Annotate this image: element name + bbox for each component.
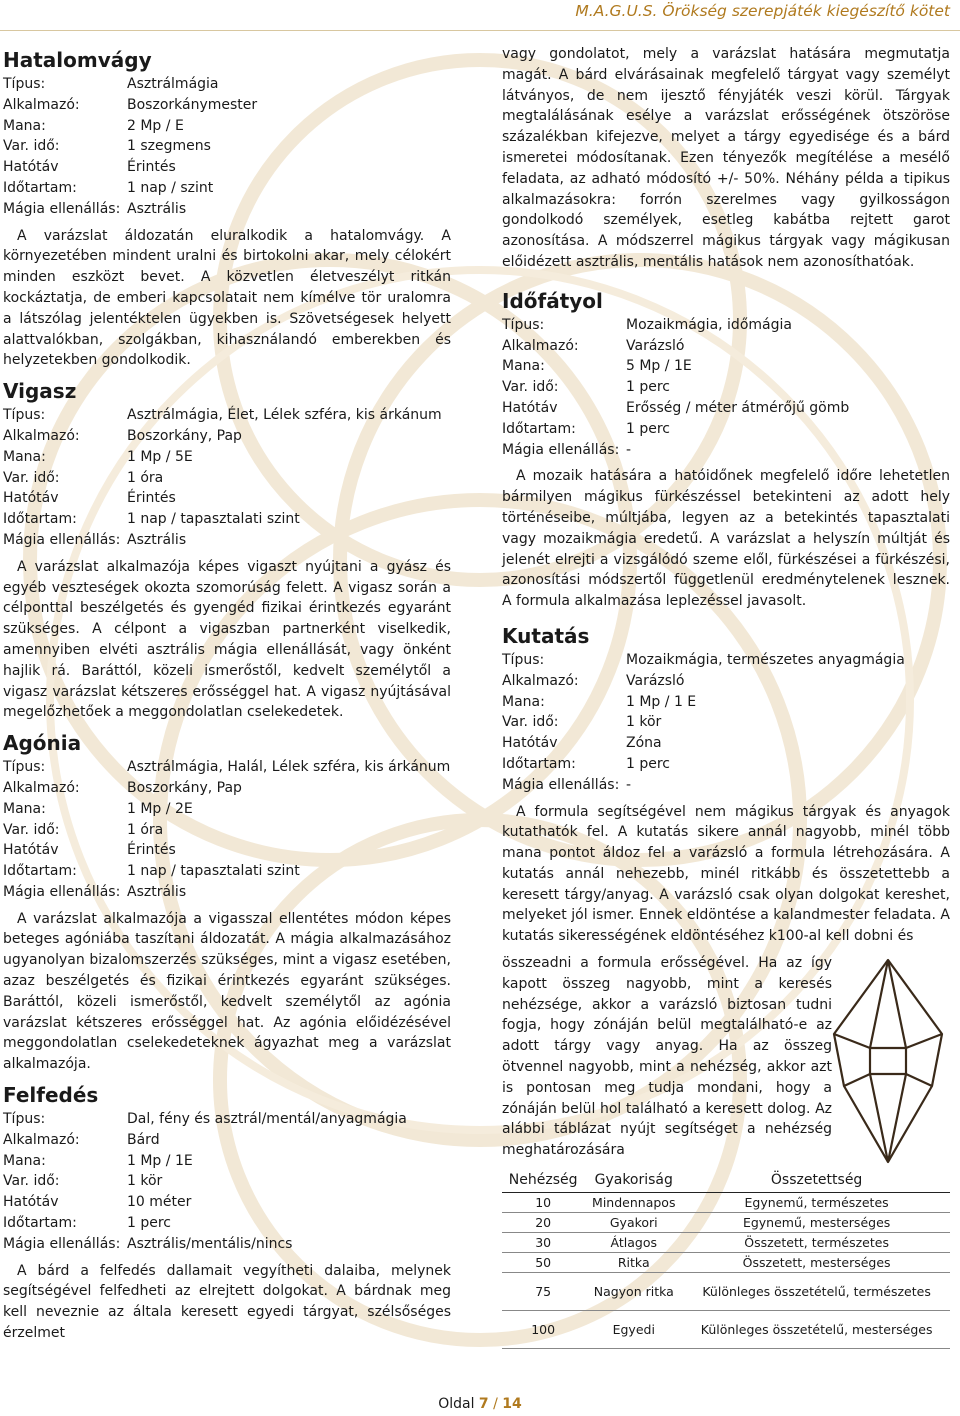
prop-magia: Mágia ellenállás: Asztrális: [3, 200, 187, 217]
spell-description: A mozaik hatására a hatóidőnek megfelelő időre lehetetlen bármilyen mágikus fürkészéssel betekinteni az adott hely történéseibe, múltjába, legyen az a betekintés tapasztalati vagy mozaikmágia eredetű. A varázslat a helyszín múltját és jelenét elrejti a vizsgálódó szeme elől, fürkészései a fürkészési, azonosítási módszertől függetlenül eredménytelenek lesznek. A formula alkalmazása leplezéssel javasolt.: [502, 468, 950, 610]
prop-varido: Var. idő: 1 óra: [3, 821, 164, 838]
prop-idotartam: Időtartam: 1 perc: [3, 1215, 172, 1232]
prop-idotartam: Időtartam: 1 perc: [502, 755, 671, 772]
prop-magia: Mágia ellenállás: Asztrális/mentális/nincs: [3, 1235, 293, 1252]
prop-varido: Var. idő: 1 óra: [3, 469, 164, 486]
prop-varido: Var. idő: 1 perc: [502, 379, 671, 396]
difficulty-table: [502, 1169, 950, 1349]
prop-mana: Mana: 1 Mp / 5E: [3, 448, 193, 465]
prop-mana: Mana: 1 Mp / 2E: [3, 800, 193, 817]
prop-idotartam: Időtartam: 1 nap / tapasztalati szint: [3, 511, 300, 528]
spell-description: A varázslat alkalmazója a vigasszal ellentétes módon képes beteges agóniába taszítani áldozatát. A mágia alkalmazásához ugyanolyan bizalomszerzés szükséges, mint a vigasz esetében, azaz beszélgetés és fizikai érintkezés egyaránt szükséges. Baráttól, közeli ismerőstől, kedvelt személytől az agónia varázslat kétszeres erősséggel hat. Az agónia előidézésével meggondolatlan cselekedeteknek ágyazhat meg a varázslat alkalmazója.: [3, 910, 451, 1073]
prop-magia: Mágia ellenállás: -: [502, 441, 632, 458]
prop-idotartam: Időtartam: 1 perc: [502, 420, 671, 437]
spell-vigasz: [3, 377, 451, 723]
prop-tipus: Típus: Asztrálmágia, Halál, Lélek szféra, kis árkánum: [3, 759, 451, 776]
prop-mana: Mana: 5 Mp / 1E: [502, 358, 692, 375]
prop-hatotav: Hatótáv Érintés: [3, 159, 176, 176]
prop-alkalmazo: Alkalmazó: Boszorkány, Pap: [3, 779, 242, 796]
prop-mana: Mana: 2 Mp / E: [3, 117, 184, 134]
prop-alkalmazo: Alkalmazó: Varázsló: [502, 337, 685, 354]
spell-kutatas: [502, 622, 950, 1349]
page-total: 14: [502, 1396, 522, 1412]
prop-hatotav: Hatótáv 10 méter: [3, 1194, 192, 1211]
spell-description: A varázslat alkalmazója képes vigaszt nyújtani a gyász és egyéb veszteségek okozta szomorúság felett. A vigasz során a célponttal beszélgetés és gyengéd fizikai érintkezés egyaránt szükséges. A célpont a vigaszban partnerként viselkedik, amennyiben elvéti asztrális mágia ellenállását, vagy önként hajlik rá. Baráttól, közeli ismerőstől, kedvelt személytől a vigasz varázslat kétszeres erősséggel hat. A vigasz nyújtásával megelőzhetőek a meggondolatlan cselekedetek.: [3, 558, 451, 721]
prop-hatotav: Hatótáv Érintés: [3, 842, 176, 859]
table-row: 30 Átlagos Összetett, természetes: [502, 1232, 950, 1252]
spell-title: Hatalomvágy: [3, 48, 152, 72]
left-column: [3, 44, 451, 1350]
spell-felfedes: [3, 1081, 451, 1344]
prop-varido: Var. idő: 1 kör: [3, 1173, 163, 1190]
header-osszetettseg: Összetettség: [683, 1169, 950, 1192]
table-row: 100 Egyedi Különleges összetételű, mesterséges: [502, 1310, 950, 1348]
spell-title: Felfedés: [3, 1083, 99, 1108]
spell-title: Kutatás: [502, 623, 590, 648]
header-nehezseg: Nehézség: [502, 1169, 584, 1192]
prop-idotartam: Időtartam: 1 nap / tapasztalati szint: [3, 863, 300, 880]
prop-tipus: Típus: Mozaikmágia, természetes anyagmágia: [502, 651, 905, 668]
prop-magia: Mágia ellenállás: Asztrális: [3, 531, 187, 548]
spell-description-wrapped: összeadni a formula erősségével. Ha az így kapott összeg nagyobb, mint a keresés nehézsége, akkor a varázsló biztosan tudni fogja, hogy zónáján belül megtalálható-e az adott tárgy vagy anyag. Ha az összeg ötvennel nagyobb, mint a nehézség, akkor azt is pontosan meg tudja mondani, hogy a zónáján belül hol található a keresett dolog. Az alábbi táblázat nyújt segítséget a nehézség meghatározására: [502, 955, 832, 1159]
prop-alkalmazo: Alkalmazó: Boszorkánymester: [3, 96, 258, 113]
prop-alkalmazo: Alkalmazó: Varázsló: [502, 672, 685, 689]
page-number: 7: [478, 1396, 489, 1412]
running-header: M.A.G.U.S. Örökség szerepjáték kiegészítő kötet: [575, 2, 950, 20]
prop-hatotav: Hatótáv Érintés: [3, 490, 176, 507]
spell-title: Időfátyol: [502, 288, 603, 313]
spell-idofatyol: [502, 287, 950, 612]
spell-description: A formula segítségével nem mágikus tárgyak és anyagok kutathatók fel. A kutatás sikere annál nagyobb, minél több mana pontot áldoz fel a varázsló a formula létrehozására. A kutatás annál nehezebb, minél ritkább és összetettebb a keresett tárgy/anyag. A varázsló csak olyan dolgokat kereshet, melyeket jól ismer. Ennek eldöntése a kalandmester feladata. A kutatás sikerességének eldöntéséhez k100-al kell dobni és: [502, 803, 950, 945]
right-column: [502, 44, 950, 1349]
footer-label: Oldal: [438, 1396, 475, 1412]
prop-mana: Mana: 1 Mp / 1E: [3, 1152, 193, 1169]
prop-tipus: Típus: Asztrálmágia, Élet, Lélek szféra, kis árkánum: [3, 407, 442, 424]
page-footer: [0, 1396, 960, 1412]
table-header-row: [502, 1169, 950, 1192]
prop-hatotav: Hatótáv Zóna: [502, 735, 662, 752]
prop-magia: Mágia ellenállás: Asztrális: [3, 883, 187, 900]
prop-tipus: Típus: Mozaikmágia, időmágia: [502, 316, 792, 333]
table-row: 10 Mindennapos Egynemű, természetes: [502, 1192, 950, 1212]
spell-hatalomvagy: [3, 46, 451, 371]
table-row: 20 Gyakori Egynemű, mesterséges: [502, 1212, 950, 1232]
table-row: 75 Nagyon ritka Különleges összetételű, természetes: [502, 1272, 950, 1310]
header-rule: [0, 30, 960, 31]
header-gyakorisag: Gyakoriság: [584, 1169, 683, 1192]
spell-title: Vigasz: [3, 379, 77, 404]
prop-hatotav: Hatótáv Erősség / méter átmérőjű gömb: [502, 399, 850, 416]
prop-magia: Mágia ellenállás: -: [502, 776, 632, 793]
prop-mana: Mana: 1 Mp / 1 E: [502, 693, 697, 710]
table-row: 50 Ritka Összetett, mesterséges: [502, 1252, 950, 1272]
spell-description: A varázslat áldozatán eluralkodik a hatalomvágy. A környezetében mindent uralni és birtokolni akar, mely célokért minden eszközt bevet. A közvetlen életveszélyt ritkán kockáztatja, de emberi kapcsolatait nem kímélve tör uralomra a látszólag jelentéktelen ügyekben is. Szövetségesek helyett alattvalókban, szolgákban, kihasználandó emberekben és helyzetekben gondolkodik.: [3, 227, 451, 369]
spell-description: A bárd a felfedés dallamait vegyítheti dalaiba, melynek segítségével felfedheti az elrejtett dolgokat. A bárdnak meg kell neveznie az általa keresett egyedi tárgyat, szélsőséges érzelmet: [3, 1262, 451, 1342]
spell-title: Agónia: [3, 731, 82, 756]
prop-alkalmazo: Alkalmazó: Bárd: [3, 1131, 160, 1148]
prop-varido: Var. idő: 1 szegmens: [3, 138, 211, 155]
prop-alkalmazo: Alkalmazó: Boszorkány, Pap: [3, 427, 242, 444]
spell-agonia: [3, 729, 451, 1075]
prop-varido: Var. idő: 1 kör: [502, 714, 662, 731]
prop-tipus: Típus: Asztrálmágia: [3, 76, 219, 92]
spell-description-continued: vagy gondolatot, mely a varázslat hatására megmutatja magát. A bárd elvárásainak megfelelő tárgyat vagy személyt látványos, de nem ijesztő fényjáték veszi körül. Tárgyak megtalálásának esélye a varázslat erősségének ötszöröse százalékban kifejezve, melyet a tárgy egyedisége és a bárd ismeretei módosítanak. Ezen tényezők megítélése a mesélő feladata, az adható módosító +/- 50%. Néhány példa a tipikus alkalmazásokra: forrón szerelmes vagy gyilkosságon gondolkodó személyek, esetleg kabátba rejtett garot azonosítása. A módszerrel mágikus tárgyak vagy mágikusan előidézett asztrális, mentális hatások nem azonosíthatóak.: [502, 46, 950, 270]
prop-tipus: Típus: Dal, fény és asztrál/mentál/anyagmágia: [3, 1111, 407, 1128]
prop-idotartam: Időtartam: 1 nap / szint: [3, 179, 214, 196]
page-separator: /: [493, 1396, 498, 1412]
